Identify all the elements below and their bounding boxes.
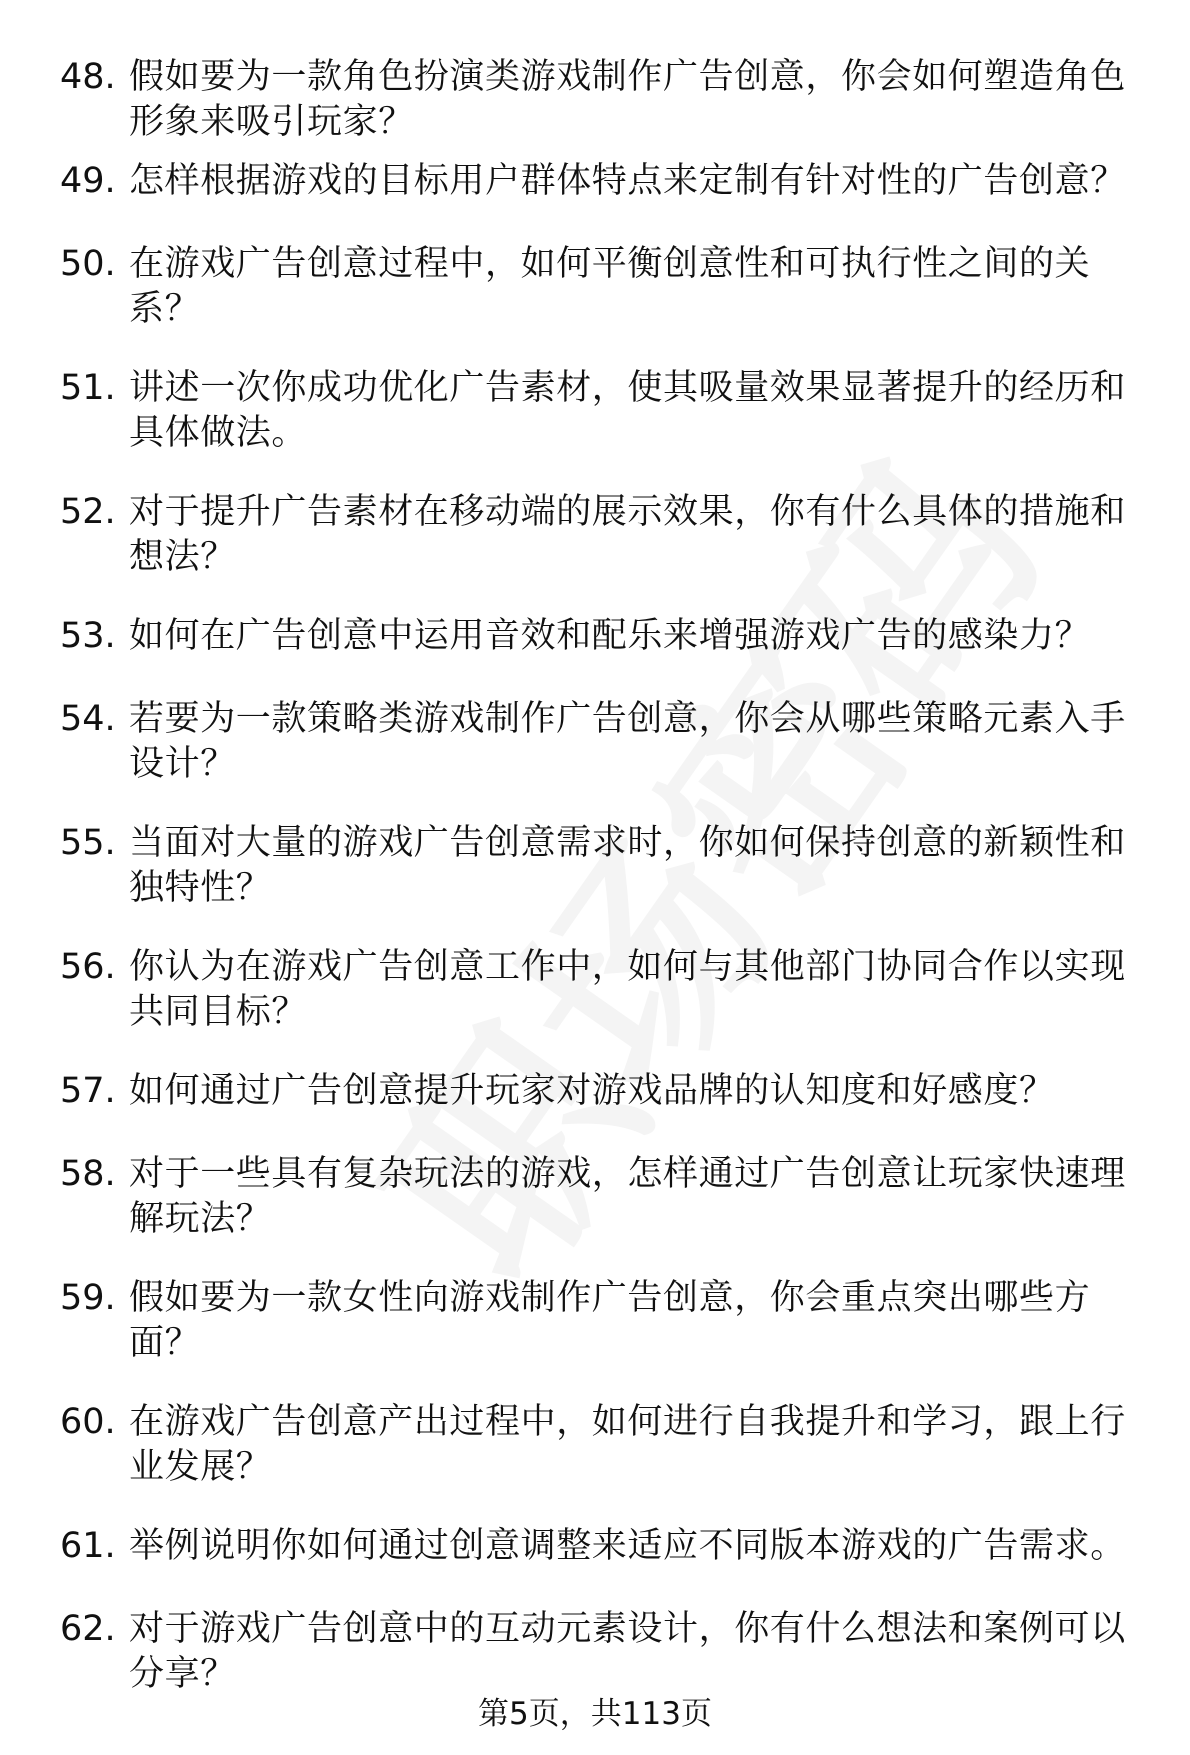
question-text: 若要为一款策略类游戏制作广告创意，你会从哪些策略元素入手设计？ [129,699,1126,784]
question-text: 你认为在游戏广告创意工作中，如何与其他部门协同合作以实现共同目标？ [129,947,1126,1032]
question-number: 51. [60,368,116,408]
question-number: 58. [60,1154,116,1194]
question-number: 50. [60,244,116,284]
question-text: 在游戏广告创意过程中，如何平衡创意性和可执行性之间的关系？ [129,244,1091,329]
question-text: 对于一些具有复杂玩法的游戏，怎样通过广告创意让玩家快速理解玩法？ [129,1154,1126,1239]
question-number: 55. [60,823,116,863]
question-text: 如何在广告创意中运用音效和配乐来增强游戏广告的感染力？ [129,616,1091,656]
question-number: 62. [60,1609,116,1649]
question-text: 如何通过广告创意提升玩家对游戏品牌的认知度和好感度？ [129,1071,1055,1111]
question-number: 59. [60,1278,116,1318]
page-footer: 第5页，共113页 [478,1696,712,1732]
question-text: 当面对大量的游戏广告创意需求时，你如何保持创意的新颖性和独特性？ [129,823,1126,908]
question-text: 讲述一次你成功优化广告素材，使其吸量效果显著提升的经历和具体做法。 [129,368,1126,453]
question-number: 52. [60,492,116,532]
question-number: 53. [60,616,116,656]
question-number: 48. [60,57,116,97]
question-text: 举例说明你如何通过创意调整来适应不同版本游戏的广告需求。 [129,1526,1126,1566]
question-number: 54. [60,699,116,739]
question-number: 60. [60,1402,116,1442]
question-number: 61. [60,1526,116,1566]
question-text: 对于提升广告素材在移动端的展示效果，你有什么具体的措施和想法？ [129,492,1126,577]
question-number: 49. [60,161,116,201]
question-text: 在游戏广告创意产出过程中，如何进行自我提升和学习，跟上行业发展？ [129,1402,1126,1487]
question-text: 怎样根据游戏的目标用户群体特点来定制有针对性的广告创意？ [129,161,1126,201]
question-number: 56. [60,947,116,987]
question-text: 对于游戏广告创意中的互动元素设计，你有什么想法和案例可以分享？ [129,1609,1126,1694]
question-number: 57. [60,1071,116,1111]
question-text: 假如要为一款女性向游戏制作广告创意，你会重点突出哪些方面？ [129,1278,1091,1363]
question-text: 假如要为一款角色扮演类游戏制作广告创意，你会如何塑造角色形象来吸引玩家？ [129,57,1126,142]
